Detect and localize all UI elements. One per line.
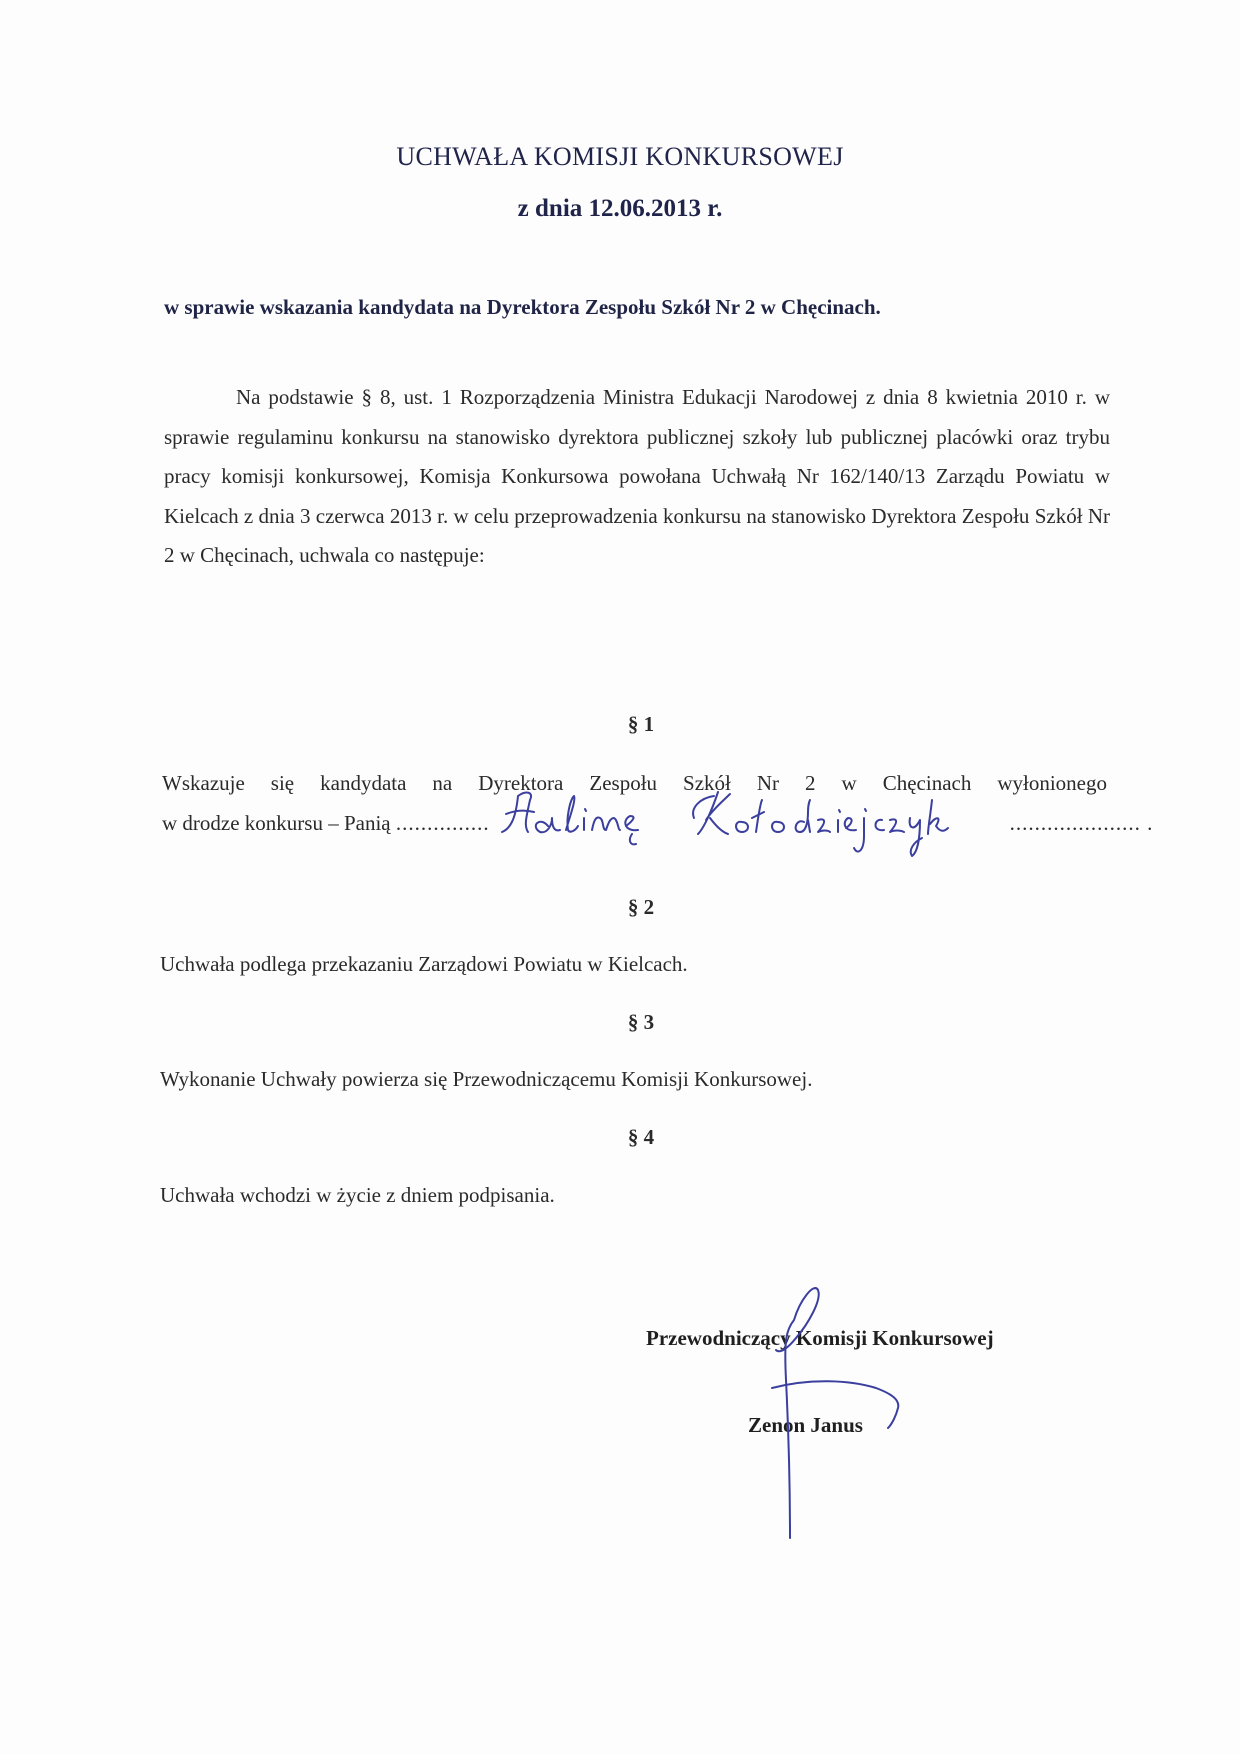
section-1-text <box>162 763 1154 843</box>
document-subject: w sprawie wskazania kandydata na Dyrektora Zespołu Szkół Nr 2 w Chęcinach. <box>164 295 881 319</box>
section-2-text: Uchwała podlega przekazaniu Zarządowi Powiatu w Kielcach. <box>160 952 688 976</box>
document-date: z dnia 12.06.2013 r. <box>517 195 723 222</box>
dotted-fill-left: ............... <box>395 811 490 835</box>
section-1-line-1: Wskazuje się kandydata na Dyrektora Zespołu Szkół Nr 2 w Chęcinach wyłonionego <box>162 771 1107 795</box>
section-4-text: Uchwała wchodzi w życie z dniem podpisania. <box>160 1183 555 1207</box>
section-3-mark: § 3 <box>627 1010 655 1034</box>
section-1-mark: § 1 <box>627 712 655 736</box>
section-2-mark: § 2 <box>627 895 655 919</box>
preamble-text: Na podstawie § 8, ust. 1 Rozporządzenia Ministra Edukacji Narodowej z dnia 8 kwietnia 2010 r. w sprawie regulaminu konkursu na stanowisko dyrektora publicznej szkoły lub publicznej placówki oraz trybu pracy komisji konkursowej, Komisja Konkursowa powołana Uchwałą Nr 162/140/13 Zarządu Powiatu w Kielcach z dnia 3 czerwca 2013 r. w celu przeprowadzenia konkursu na stanowisko Dyrektora Zespołu Szkół Nr 2 w Chęcinach, uchwala co następuje: <box>164 385 1110 567</box>
section-4-mark: § 4 <box>627 1125 655 1149</box>
section-1-line-2 <box>162 803 1154 843</box>
document-title: UCHWAŁA KOMISJI KONKURSOWEJ <box>396 142 844 171</box>
signatory-name: Zenon Janus <box>748 1413 863 1437</box>
section-3-text: Wykonanie Uchwały powierza się Przewodniczącemu Komisji Konkursowej. <box>160 1067 813 1091</box>
section-1-line-2-prefix: w drodze konkursu – Panią <box>162 811 396 835</box>
dotted-fill-right: ..................... . <box>1009 811 1154 835</box>
signatory-title: Przewodniczący Komisji Konkursowej <box>646 1326 994 1350</box>
preamble-paragraph <box>164 378 1110 576</box>
